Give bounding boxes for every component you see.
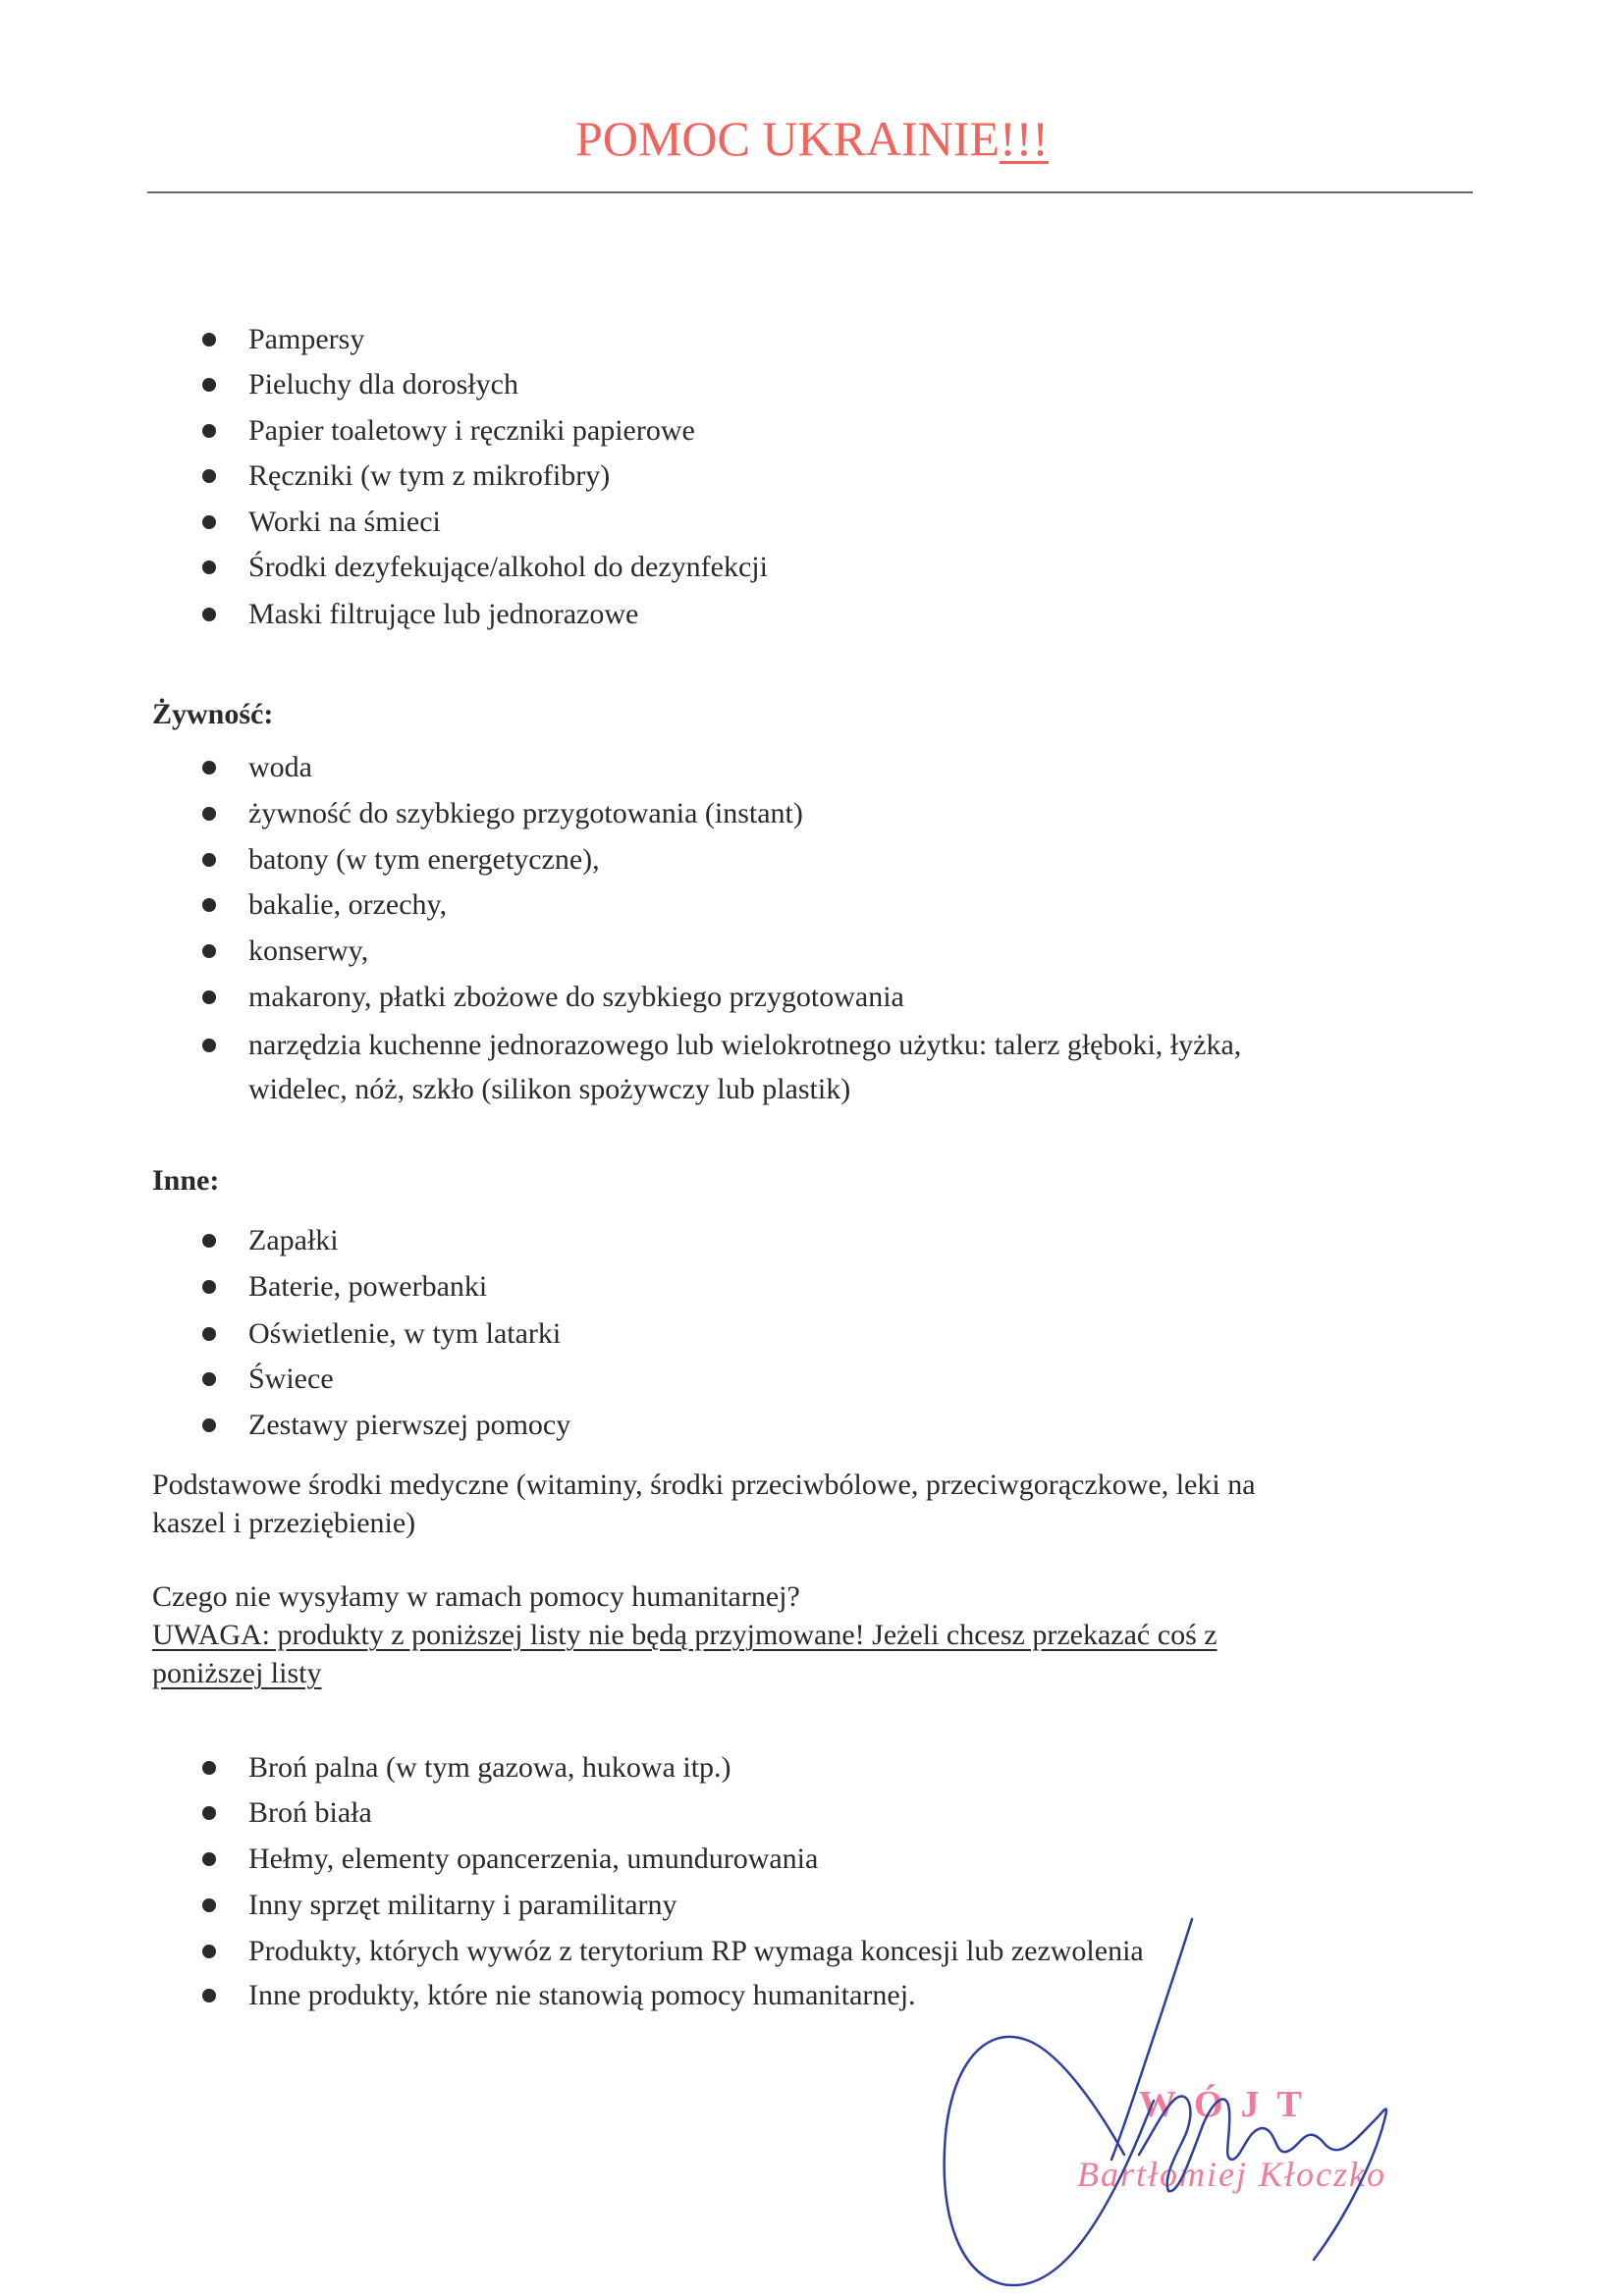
list-item: Zestawy pierwszej pomocy [248, 1409, 571, 1441]
list-item: żywność do szybkiego przygotowania (instant) [248, 797, 803, 829]
list-item: Maski filtrujące lub jednorazowe [248, 598, 639, 630]
list-item: Oświetlenie, w tym latarki [248, 1317, 562, 1350]
list-item: Świece [248, 1362, 334, 1395]
title-text: POMOC UKRAINIE [575, 111, 1000, 166]
other-heading: Inne: [152, 1164, 220, 1197]
list-item: konserwy, [248, 934, 369, 967]
list-item: Pampersy [248, 323, 365, 355]
stamp-name: Bartłomiej Kłoczko [1077, 2155, 1386, 2194]
list-item: narzędzia kuchenne jednorazowego lub wielokrotnego użytku: talerz głęboki, łyżka, [248, 1029, 1242, 1061]
list-item: Hełmy, elementy opancerzenia, umundurowania [248, 1842, 819, 1875]
list-item: Broń palna (w tym gazowa, hukowa itp.) [248, 1751, 731, 1784]
list-item: Zapałki [248, 1224, 339, 1256]
food-heading: Żywność: [152, 698, 274, 730]
warning-line2: poniższej listy [152, 1657, 322, 1689]
list-item: woda [248, 751, 312, 783]
list-item: makarony, płatki zbożowe do szybkiego przygotowania [248, 981, 904, 1013]
list-item: Inne produkty, które nie stanowią pomocy humanitarnej. [248, 1979, 916, 2011]
list-item: Produkty, których wywóz z terytorium RP wymaga koncesji lub zezwolenia [248, 1935, 1144, 1967]
list-item: Worki na śmieci [248, 506, 441, 538]
medical-paragraph-line1: Podstawowe środki medyczne (witaminy, środki przeciwbólowe, przeciwgorączkowe, leki na [152, 1468, 1256, 1501]
list-item: Ręczniki (w tym z mikrofibry) [248, 459, 611, 492]
title-exclamation: !!! [1000, 111, 1049, 166]
medical-paragraph-line2: kaszel i przeziębienie) [152, 1507, 416, 1539]
list-item: Inny sprzęt militarny i paramilitarny [248, 1889, 677, 1921]
list-item: bakalie, orzechy, [248, 888, 448, 921]
not-sent-question: Czego nie wysyłamy w ramach pomocy humanitarnej? [152, 1580, 800, 1613]
list-item: Baterie, powerbanki [248, 1270, 488, 1303]
warning-line1: UWAGA: produkty z poniższej listy nie będą przyjmowane! Jeżeli chcesz przekazać coś z [152, 1619, 1218, 1651]
stamp-title: WÓJT [1139, 2084, 1320, 2125]
list-item: batony (w tym energetyczne), [248, 843, 600, 876]
list-item: Broń biała [248, 1796, 372, 1829]
list-item: Pieluchy dla dorosłych [248, 368, 518, 400]
list-item-continuation: widelec, nóż, szkło (silikon spożywczy lub plastik) [248, 1073, 851, 1105]
list-item: Środki dezyfekujące/alkohol do dezynfekcji [248, 551, 768, 583]
list-item: Papier toaletowy i ręczniki papierowe [248, 414, 695, 447]
